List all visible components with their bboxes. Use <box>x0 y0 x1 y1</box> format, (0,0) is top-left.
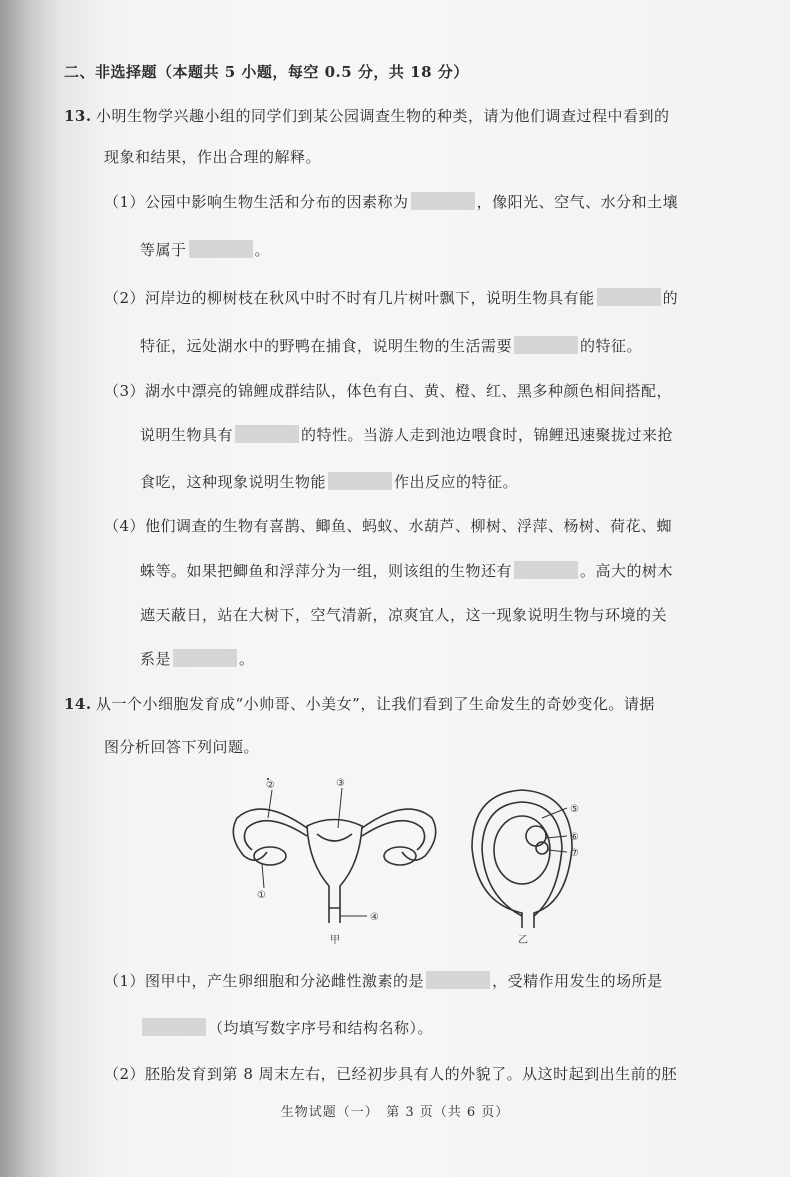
answer-blank[interactable] <box>235 425 299 443</box>
answer-blank[interactable] <box>426 971 490 989</box>
page-footer: 生物试题（一） 第 3 页（共 6 页） <box>280 1105 510 1120</box>
q13-part3-text: 湖水中漂亮的锦鲤成群结队，体色有白、黄、橙、红、黑多种颜色相间搭配， <box>145 382 673 400</box>
q14-part1-text-c: （均填写数字序号和结构名称）。 <box>208 1019 434 1037</box>
q13-part4-line3: 遮天蔽日，站在大树下，空气清新，凉爽宜人，这一现象说明生物与环境的关 <box>140 606 668 624</box>
figure-mark-5: ⑤ <box>570 804 579 815</box>
q13-part4-line1 <box>104 516 672 536</box>
q13-part4-text-d: 。 <box>239 650 255 668</box>
q13-part3-text-d: 作出反应的特征。 <box>394 473 519 491</box>
q14-number: 14. <box>64 695 92 713</box>
reproductive-system-figure <box>222 778 582 948</box>
q13-part4-text-a: 蛛等。如果把鲫鱼和浮萍分为一组，则该组的生物还有 <box>140 562 513 580</box>
figure-mark-6: ⑥ <box>570 832 579 843</box>
figure-mark-3: ③ <box>336 778 345 789</box>
q14-part1-label: （1） <box>104 972 146 990</box>
answer-blank[interactable] <box>189 240 253 258</box>
q14-part1-text-a: 图甲中，产生卵细胞和分泌雌性激素的是 <box>145 972 425 990</box>
q14-part1-line2 <box>140 1018 433 1038</box>
answer-blank[interactable] <box>514 336 578 354</box>
q13-part1-line1 <box>104 192 678 212</box>
q13-part3-label: （3） <box>104 382 146 400</box>
q13-part3-line2 <box>140 425 673 445</box>
q13-part4-line2 <box>140 561 673 581</box>
q13-part3-text-a: 说明生物具有 <box>140 426 234 444</box>
q13-part2-text-a: 河岸边的柳树枝在秋风中时不时有几片树叶飘下，说明生物具有能 <box>145 289 595 307</box>
figure-yi-fetus-drawing <box>472 790 572 928</box>
figure-jia-uterus-drawing <box>233 778 435 923</box>
q13-part4-text-c: 系是 <box>140 650 172 668</box>
q14-stem-line1 <box>64 694 655 714</box>
q13-stem-text: 小明生物学兴趣小组的同学们到某公园调查生物的种类，请为他们调查过程中看到的 <box>96 107 670 125</box>
q13-part1-text-c: 等属于 <box>140 241 187 259</box>
q13-part3-text-c: 食吃，这种现象说明生物能 <box>140 473 327 491</box>
figure-mark-2: ② <box>266 780 275 791</box>
figure-label-yi: 乙 <box>518 935 528 946</box>
answer-blank[interactable] <box>411 192 475 210</box>
q13-part2-line2 <box>140 336 642 356</box>
q14-stem-text: 从一个小细胞发育成“小帅哥、小美女”，让我们看到了生命发生的奇妙变化。请据 <box>96 695 655 713</box>
q14-part2-text: 胚胎发育到第 8 周末左右，已经初步具有人的外貌了。从这时起到出生前的胚 <box>145 1065 678 1083</box>
figure-label-jia: 甲 <box>330 935 340 946</box>
answer-blank[interactable] <box>597 288 661 306</box>
figure-mark-4: ④ <box>370 912 379 923</box>
q14-part2-line1 <box>104 1064 677 1084</box>
answer-blank[interactable] <box>142 1018 206 1036</box>
q13-part1-line2 <box>140 240 270 260</box>
q13-part1-label: （1） <box>104 193 146 211</box>
q14-part2-label: （2） <box>104 1065 146 1083</box>
q13-part3-line1 <box>104 381 672 401</box>
answer-blank[interactable] <box>514 561 578 579</box>
q13-part4-text-b: 。高大的树木 <box>580 562 674 580</box>
q13-part4-text: 他们调查的生物有喜鹊、鲫鱼、蚂蚁、水葫芦、柳树、浮萍、杨树、荷花、蜘 <box>145 517 673 535</box>
q14-part1-text-b: ，受精作用发生的场所是 <box>492 972 663 990</box>
figure-mark-1: ① <box>257 890 266 901</box>
q14-part1-line1 <box>104 971 663 991</box>
q13-part4-line4 <box>140 649 255 669</box>
q13-part1-text-d: 。 <box>254 241 271 259</box>
q13-part2-text-c: 特征，远处湖水中的野鸭在捕食，说明生物的生活需要 <box>140 337 513 355</box>
answer-blank[interactable] <box>173 649 237 667</box>
answer-blank[interactable] <box>328 472 392 490</box>
q13-stem-line1 <box>64 106 670 126</box>
q13-part2-text-d: 的特征。 <box>580 337 643 355</box>
figure-mark-7: ⑦ <box>570 848 579 859</box>
q13-part1-text-b: ，像阳光、空气、水分和土壤 <box>476 193 679 211</box>
q13-part1-text-a: 公园中影响生物生活和分布的因素称为 <box>145 193 409 211</box>
q13-part2-text-b: 的 <box>662 289 679 307</box>
q13-part2-label: （2） <box>104 289 146 307</box>
q14-stem-line2: 图分析回答下列问题。 <box>104 738 260 756</box>
q13-stem-line2: 现象和结果，作出合理的解释。 <box>104 148 322 166</box>
q13-number: 13. <box>64 107 92 125</box>
q13-part3-line3 <box>140 472 518 492</box>
section-title: 二、非选择题（本题共 5 小题，每空 0.5 分，共 18 分） <box>64 63 469 81</box>
q13-part3-text-b: 的特性。当游人走到池边喂食时，锦鲤迅速聚拢过来抢 <box>301 426 674 444</box>
q13-part2-line1 <box>104 288 678 308</box>
q13-part4-label: （4） <box>104 517 146 535</box>
